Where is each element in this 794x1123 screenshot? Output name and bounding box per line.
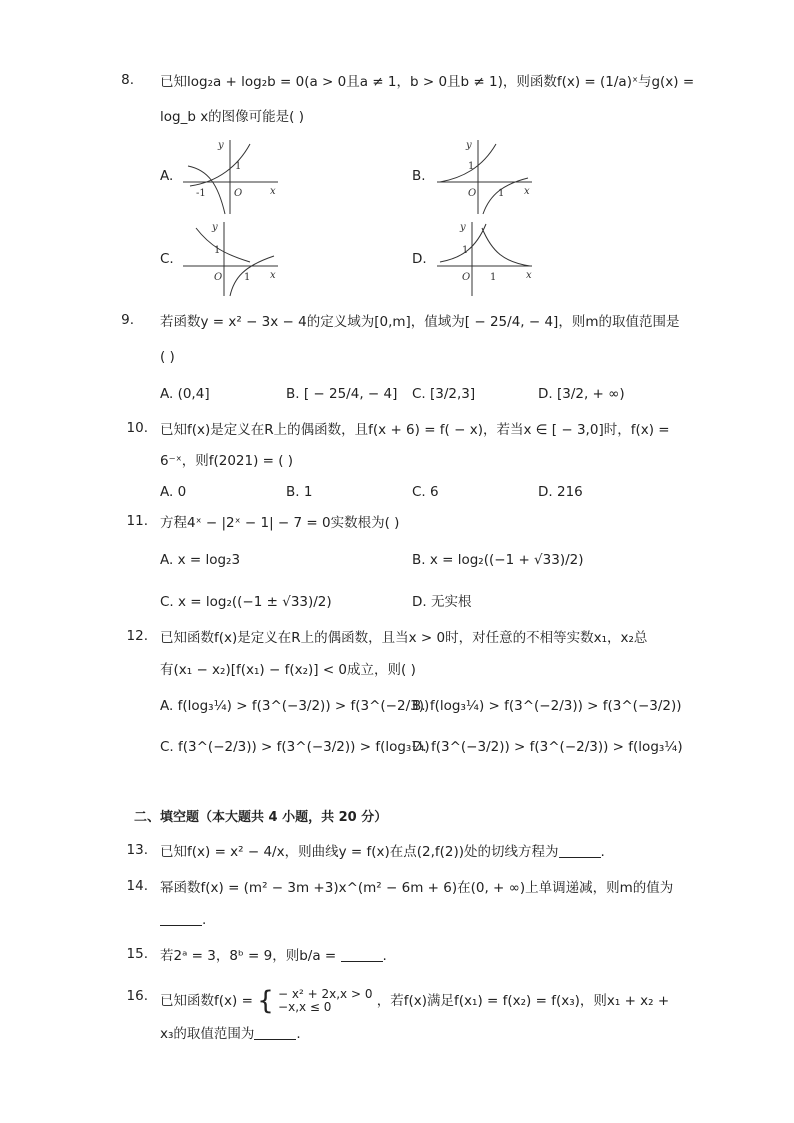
period: . bbox=[202, 912, 207, 928]
question-number: 16. bbox=[126, 988, 148, 1004]
piecewise-brace: { bbox=[257, 986, 274, 1016]
function-prefix: 已知函数f(x) = bbox=[160, 993, 253, 1009]
option-c: C. f(3^(−2/3)) > f(3^(−3/2)) > f(log₃¼) bbox=[160, 739, 430, 755]
tick-label: -1 bbox=[196, 188, 206, 199]
answer-blank[interactable] bbox=[559, 844, 601, 858]
option-d: D. 216 bbox=[538, 484, 583, 500]
axis-label-y: y bbox=[460, 222, 466, 233]
option-d-label: D. bbox=[412, 251, 427, 267]
piecewise-cases bbox=[278, 988, 372, 1014]
tick-label: 1 bbox=[468, 161, 475, 172]
question-text-body: 已知f(x) = x² − 4/x，则曲线y = f(x)在点(2,f(2))处的切线方程为 bbox=[160, 844, 559, 860]
answer-blank[interactable] bbox=[160, 912, 202, 926]
option-b-graph bbox=[432, 136, 542, 216]
question-text bbox=[160, 988, 669, 1014]
function-condition: ，若f(x)满足f(x₁) = f(x₂) = f(x₃)，则x₁ + x₂ + bbox=[376, 993, 670, 1009]
question-text-body: 若2ᵃ = 3，8ᵇ = 9，则b/a = bbox=[160, 948, 341, 964]
question-number: 10. bbox=[126, 420, 148, 436]
tick-label: 1 bbox=[462, 245, 469, 256]
question-text: 幂函数f(x) = (m² − 3m +3)x^(m² − 6m + 6)在(0, + ∞)上单调递减，则m的值为 bbox=[160, 880, 674, 896]
answer-blank[interactable] bbox=[254, 1026, 296, 1040]
axis-label-y: y bbox=[466, 140, 472, 151]
question-text: 方程4ˣ − |2ˣ − 1| − 7 = 0实数根为( ) bbox=[160, 515, 400, 531]
option-b: B. 1 bbox=[286, 484, 313, 500]
question-text-cont: ( ) bbox=[160, 349, 175, 365]
question-text-cont: 6⁻ˣ，则f(2021) = ( ) bbox=[160, 453, 294, 469]
period: . bbox=[382, 948, 387, 964]
origin-label: O bbox=[462, 272, 471, 283]
question-text-cont bbox=[160, 1024, 301, 1044]
axis-label-x: x bbox=[526, 270, 532, 281]
option-d: D. [3/2, + ∞) bbox=[538, 386, 625, 402]
question-number: 11. bbox=[126, 513, 148, 529]
option-a-graph bbox=[178, 136, 288, 216]
period: . bbox=[600, 844, 605, 860]
option-d: D. 无实根 bbox=[412, 594, 472, 610]
option-a: A. 0 bbox=[160, 484, 187, 500]
option-c-graph bbox=[178, 218, 288, 298]
axis-label-x: x bbox=[270, 186, 276, 197]
question-text: 已知函数f(x)是定义在R上的偶函数，且当x > 0时，对任意的不相等实数x₁，x₂总 bbox=[160, 630, 648, 646]
axis-label-y: y bbox=[212, 222, 218, 233]
option-a: A. x = log₂3 bbox=[160, 552, 241, 568]
question-number: 9. bbox=[121, 312, 134, 328]
question-number: 15. bbox=[126, 946, 148, 962]
tick-label: 1 bbox=[235, 161, 242, 172]
question-text: 已知log₂a + log₂b = 0(a > 0且a ≠ 1，b > 0且b ≠ 1)，则函数f(x) = (1/a)ˣ与g(x) = bbox=[160, 74, 695, 90]
option-b: B. f(log₃¼) > f(3^(−2/3)) > f(3^(−3/2)) bbox=[412, 698, 682, 714]
question-text: 已知f(x)是定义在R上的偶函数，且f(x + 6) = f( − x)，若当x ∈ [ − 3,0]时，f(x) = bbox=[160, 422, 670, 438]
tick-label: 1 bbox=[244, 272, 251, 283]
question-number: 12. bbox=[126, 628, 148, 644]
tick-label: 1 bbox=[490, 272, 497, 283]
axis-label-y: y bbox=[218, 140, 224, 151]
option-a: A. (0,4] bbox=[160, 386, 210, 402]
option-b: B. [ − 25/4, − 4] bbox=[286, 386, 398, 402]
section-heading: 二、填空题（本大题共 4 小题，共 20 分） bbox=[134, 810, 388, 825]
option-c: C. x = log₂((−1 ± √33)/2) bbox=[160, 594, 332, 610]
option-c-label: C. bbox=[160, 251, 174, 267]
origin-label: O bbox=[468, 188, 477, 199]
question-text bbox=[160, 842, 605, 862]
piecewise-case-1: − x² + 2x,x > 0 bbox=[278, 987, 373, 1001]
tick-label: 1 bbox=[214, 245, 221, 256]
option-b: B. x = log₂((−1 + √33)/2) bbox=[412, 552, 584, 568]
question-text bbox=[160, 946, 387, 966]
piecewise-case-2: −x,x ≤ 0 bbox=[278, 1000, 332, 1014]
option-d-graph bbox=[432, 218, 542, 298]
question-number: 13. bbox=[126, 842, 148, 858]
question-number: 14. bbox=[126, 878, 148, 894]
option-b-label: B. bbox=[412, 168, 426, 184]
answer-blank[interactable] bbox=[341, 948, 383, 962]
option-a-label: A. bbox=[160, 168, 174, 184]
option-d: D. f(3^(−3/2)) > f(3^(−2/3)) > f(log₃¼) bbox=[412, 739, 683, 755]
axis-label-x: x bbox=[524, 186, 530, 197]
question-text-cont: log_b x的图像可能是( ) bbox=[160, 109, 305, 125]
question-text-body: x₃的取值范围为 bbox=[160, 1026, 255, 1042]
answer-line bbox=[160, 910, 206, 930]
tick-label: 1 bbox=[498, 188, 505, 199]
option-c: C. [3/2,3] bbox=[412, 386, 476, 402]
question-text-cont: 有(x₁ − x₂)[f(x₁) − f(x₂)] < 0成立，则( ) bbox=[160, 662, 416, 678]
question-text: 若函数y = x² − 3x − 4的定义域为[0,m]，值域为[ − 25/4, − 4]，则m的取值范围是 bbox=[160, 314, 680, 330]
question-number: 8. bbox=[121, 72, 134, 88]
origin-label: O bbox=[234, 188, 243, 199]
option-a: A. f(log₃¼) > f(3^(−3/2)) > f(3^(−2/3)) bbox=[160, 698, 430, 714]
option-c: C. 6 bbox=[412, 484, 439, 500]
origin-label: O bbox=[214, 272, 223, 283]
axis-label-x: x bbox=[270, 270, 276, 281]
period: . bbox=[296, 1026, 301, 1042]
